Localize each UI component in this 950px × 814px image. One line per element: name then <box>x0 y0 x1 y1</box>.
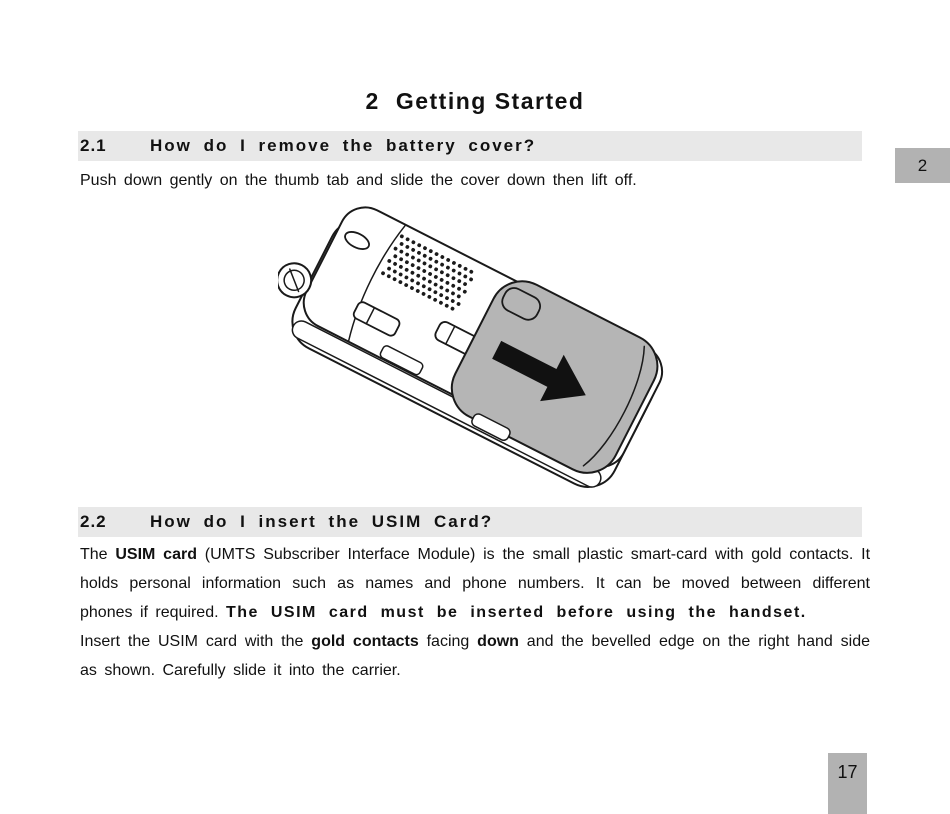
section-heading-2-2 <box>78 507 862 537</box>
section-2-1-body: Push down gently on the thumb tab and slide the cover down then lift off. <box>80 172 637 189</box>
section-number: 2.1 <box>80 136 107 155</box>
handset-illustration <box>278 198 678 498</box>
page-number: 17 <box>828 753 867 814</box>
section-2-2-body <box>80 540 870 685</box>
section-number: 2.2 <box>80 512 107 531</box>
chapter-number: 2 <box>365 88 380 114</box>
usim-paragraph-1: The USIM card (UMTS Subscriber Interface Module) is the small plastic smart-card with gold contacts. It holds personal information such as names and phone numbers. It can be moved between different phones if required. The USIM card must be inserted before using the handset. <box>80 546 871 621</box>
page-title <box>0 88 950 115</box>
section-heading-text: How do I insert the USIM Card? <box>150 512 494 531</box>
section-heading-text: How do I remove the battery cover? <box>150 136 537 155</box>
battery-cover-removal-figure <box>278 198 678 498</box>
section-heading-2-1 <box>78 131 862 161</box>
chapter-title-text: Getting Started <box>395 88 585 114</box>
chapter-tab: 2 <box>895 148 950 183</box>
usim-paragraph-2: Insert the USIM card with the gold contacts facing down and the bevelled edge on the right hand side as shown. Carefully slide it into the carrier. <box>80 633 871 679</box>
